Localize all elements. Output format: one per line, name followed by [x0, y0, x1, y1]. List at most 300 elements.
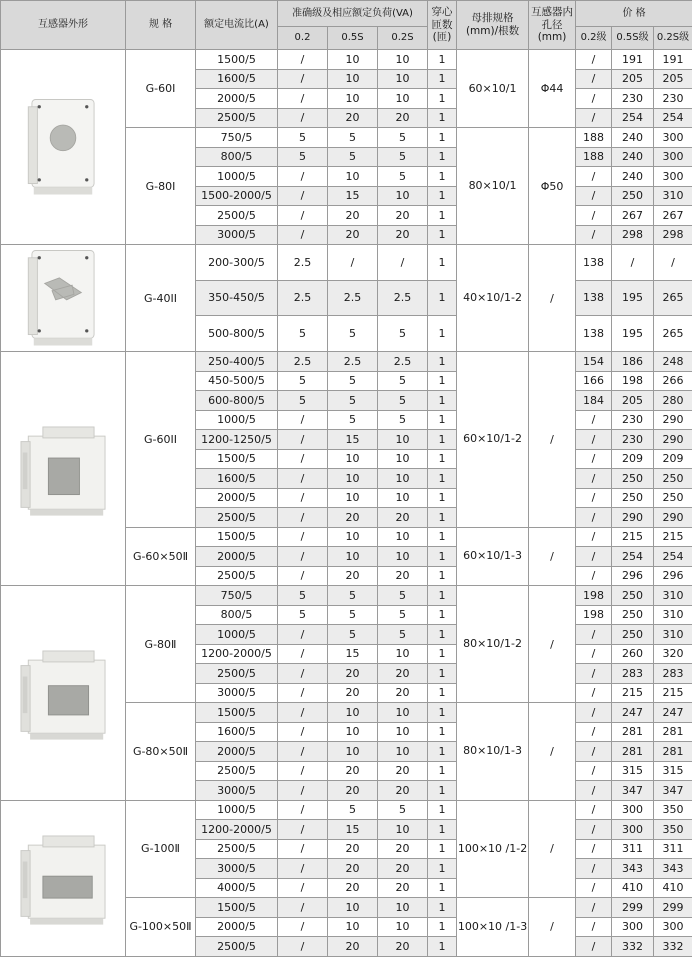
acc-05s-cell: 5 — [328, 371, 378, 391]
busbar-cell: 40×10/1-2 — [457, 245, 529, 352]
transformer-g60ii-image — [1, 352, 126, 586]
acc-05s-cell: 5 — [328, 410, 378, 430]
price-02-cell: 138 — [576, 280, 612, 316]
price-02s-cell: 281 — [654, 722, 692, 742]
acc-05s-cell: 20 — [328, 108, 378, 128]
price-02-cell: / — [576, 625, 612, 645]
acc-05s-cell: 10 — [328, 917, 378, 937]
price-05s-cell: 300 — [612, 917, 654, 937]
ratio-cell: 3000/5 — [196, 683, 278, 703]
acc-05s-cell: / — [328, 245, 378, 281]
price-05s-cell: 240 — [612, 128, 654, 148]
price-02-cell: / — [576, 410, 612, 430]
acc-02-cell: / — [278, 430, 328, 450]
ratio-cell: 2500/5 — [196, 839, 278, 859]
acc-02s-cell: 20 — [378, 566, 428, 586]
acc-02-cell: 5 — [278, 391, 328, 411]
acc-02s-cell: 5 — [378, 605, 428, 625]
header-price-02s: 0.2S级 — [654, 27, 692, 50]
acc-02-cell: / — [278, 898, 328, 918]
acc-02s-cell: 20 — [378, 508, 428, 528]
acc-05s-cell: 5 — [328, 605, 378, 625]
header-acc-02: 0.2 — [278, 27, 328, 50]
price-02s-cell: 247 — [654, 703, 692, 723]
acc-02-cell: / — [278, 761, 328, 781]
price-02s-cell: 283 — [654, 664, 692, 684]
price-05s-cell: 195 — [612, 280, 654, 316]
acc-02-cell: 5 — [278, 128, 328, 148]
model-cell: G-60I — [126, 50, 196, 128]
turns-cell: 1 — [428, 781, 457, 801]
price-02s-cell: 250 — [654, 488, 692, 508]
price-02s-cell: 254 — [654, 108, 692, 128]
busbar-cell: 80×10/1-2 — [457, 586, 529, 703]
hole-cell: / — [529, 586, 576, 703]
transformer-g80ii-drawing — [15, 640, 111, 746]
acc-02s-cell: 10 — [378, 527, 428, 547]
acc-02s-cell: 5 — [378, 128, 428, 148]
acc-02s-cell: 5 — [378, 410, 428, 430]
price-02s-cell: 310 — [654, 186, 692, 206]
ratio-cell: 1600/5 — [196, 69, 278, 89]
price-02s-cell: 347 — [654, 781, 692, 801]
hole-cell: / — [529, 527, 576, 586]
busbar-cell: 80×10/1 — [457, 128, 529, 245]
acc-02s-cell: 5 — [378, 800, 428, 820]
turns-cell: 1 — [428, 508, 457, 528]
turns-cell: 1 — [428, 469, 457, 489]
acc-05s-cell: 20 — [328, 206, 378, 226]
price-02-cell: / — [576, 108, 612, 128]
ratio-cell: 2500/5 — [196, 566, 278, 586]
ratio-cell: 2500/5 — [196, 108, 278, 128]
price-05s-cell: 209 — [612, 449, 654, 469]
price-02-cell: / — [576, 839, 612, 859]
price-05s-cell: 311 — [612, 839, 654, 859]
price-02s-cell: 315 — [654, 761, 692, 781]
price-05s-cell: 250 — [612, 625, 654, 645]
price-02s-cell: 254 — [654, 547, 692, 567]
acc-05s-cell: 15 — [328, 430, 378, 450]
price-02s-cell: 311 — [654, 839, 692, 859]
acc-02-cell: / — [278, 722, 328, 742]
ratio-cell: 1500/5 — [196, 527, 278, 547]
turns-cell: 1 — [428, 722, 457, 742]
turns-cell: 1 — [428, 547, 457, 567]
price-02-cell: / — [576, 508, 612, 528]
price-05s-cell: 198 — [612, 371, 654, 391]
turns-cell: 1 — [428, 878, 457, 898]
ratio-cell: 200-300/5 — [196, 245, 278, 281]
model-cell: G-60×50Ⅱ — [126, 527, 196, 586]
turns-cell: 1 — [428, 108, 457, 128]
ratio-cell: 2500/5 — [196, 664, 278, 684]
busbar-cell: 60×10/1 — [457, 50, 529, 128]
acc-05s-cell: 10 — [328, 69, 378, 89]
ratio-cell: 4000/5 — [196, 878, 278, 898]
turns-cell: 1 — [428, 50, 457, 70]
acc-02s-cell: 20 — [378, 937, 428, 957]
acc-02s-cell: 10 — [378, 430, 428, 450]
acc-02s-cell: 2.5 — [378, 280, 428, 316]
price-02s-cell: 267 — [654, 206, 692, 226]
acc-05s-cell: 2.5 — [328, 352, 378, 372]
turns-cell: 1 — [428, 206, 457, 226]
acc-02s-cell: 20 — [378, 206, 428, 226]
turns-cell: 1 — [428, 89, 457, 109]
acc-02-cell: / — [278, 800, 328, 820]
acc-05s-cell: 5 — [328, 391, 378, 411]
ratio-cell: 1000/5 — [196, 167, 278, 187]
price-02-cell: / — [576, 878, 612, 898]
turns-cell: 1 — [428, 245, 457, 281]
acc-05s-cell: 5 — [328, 316, 378, 352]
acc-02s-cell: 5 — [378, 167, 428, 187]
ratio-cell: 1500-2000/5 — [196, 186, 278, 206]
acc-02s-cell: 10 — [378, 703, 428, 723]
acc-02-cell: / — [278, 917, 328, 937]
price-02-cell: / — [576, 69, 612, 89]
price-02-cell: 138 — [576, 245, 612, 281]
acc-05s-cell: 5 — [328, 625, 378, 645]
acc-05s-cell: 20 — [328, 859, 378, 879]
price-02s-cell: 250 — [654, 469, 692, 489]
ratio-cell: 2500/5 — [196, 937, 278, 957]
price-05s-cell: 300 — [612, 820, 654, 840]
price-02-cell: / — [576, 742, 612, 762]
price-05s-cell: 240 — [612, 147, 654, 167]
acc-02s-cell: 20 — [378, 859, 428, 879]
price-05s-cell: 290 — [612, 508, 654, 528]
price-02s-cell: 266 — [654, 371, 692, 391]
acc-02s-cell: 5 — [378, 147, 428, 167]
ratio-cell: 1200-1250/5 — [196, 430, 278, 450]
turns-cell: 1 — [428, 391, 457, 411]
acc-05s-cell: 10 — [328, 547, 378, 567]
acc-02-cell: / — [278, 644, 328, 664]
acc-05s-cell: 20 — [328, 937, 378, 957]
price-02s-cell: 215 — [654, 683, 692, 703]
acc-02-cell: / — [278, 703, 328, 723]
price-05s-cell: 215 — [612, 683, 654, 703]
price-05s-cell: 296 — [612, 566, 654, 586]
price-02-cell: / — [576, 859, 612, 879]
transformer-g100ii-image — [1, 800, 126, 956]
price-02-cell: 188 — [576, 128, 612, 148]
price-05s-cell: 240 — [612, 167, 654, 187]
acc-02s-cell: 10 — [378, 742, 428, 762]
ratio-cell: 2500/5 — [196, 508, 278, 528]
acc-02-cell: 5 — [278, 147, 328, 167]
turns-cell: 1 — [428, 167, 457, 187]
price-02s-cell: 299 — [654, 898, 692, 918]
price-05s-cell: 281 — [612, 742, 654, 762]
price-02-cell: 154 — [576, 352, 612, 372]
price-02s-cell: 209 — [654, 449, 692, 469]
acc-02s-cell: 10 — [378, 547, 428, 567]
turns-cell: 1 — [428, 742, 457, 762]
transformer-g40ii-drawing — [15, 245, 111, 351]
acc-02-cell: / — [278, 839, 328, 859]
acc-02s-cell: 10 — [378, 644, 428, 664]
turns-cell: 1 — [428, 586, 457, 606]
acc-02-cell: / — [278, 625, 328, 645]
price-02s-cell: 280 — [654, 391, 692, 411]
hole-cell: / — [529, 703, 576, 801]
price-05s-cell: 410 — [612, 878, 654, 898]
ratio-cell: 1600/5 — [196, 722, 278, 742]
model-cell: G-80Ⅱ — [126, 586, 196, 703]
acc-02s-cell: 20 — [378, 761, 428, 781]
price-05s-cell: 254 — [612, 547, 654, 567]
turns-cell: 1 — [428, 566, 457, 586]
acc-02s-cell: 10 — [378, 917, 428, 937]
turns-cell: 1 — [428, 800, 457, 820]
ratio-cell: 1200-2000/5 — [196, 820, 278, 840]
price-02s-cell: 310 — [654, 625, 692, 645]
table-row — [1, 352, 692, 372]
turns-cell: 1 — [428, 937, 457, 957]
turns-cell: 1 — [428, 703, 457, 723]
ratio-cell: 800/5 — [196, 605, 278, 625]
ratio-cell: 3000/5 — [196, 225, 278, 245]
busbar-cell: 80×10/1-3 — [457, 703, 529, 801]
price-02s-cell: 350 — [654, 820, 692, 840]
header-acc-02s: 0.2S — [378, 27, 428, 50]
price-02s-cell: 248 — [654, 352, 692, 372]
price-05s-cell: 250 — [612, 186, 654, 206]
price-02-cell: / — [576, 89, 612, 109]
ratio-cell: 2000/5 — [196, 917, 278, 937]
price-02s-cell: 410 — [654, 878, 692, 898]
turns-cell: 1 — [428, 898, 457, 918]
header-ratio: 额定电流比(A) — [196, 1, 278, 50]
turns-cell: 1 — [428, 761, 457, 781]
acc-02s-cell: 20 — [378, 878, 428, 898]
price-05s-cell: 298 — [612, 225, 654, 245]
price-05s-cell: 347 — [612, 781, 654, 801]
price-02-cell: / — [576, 722, 612, 742]
price-02s-cell: 265 — [654, 316, 692, 352]
acc-05s-cell: 15 — [328, 644, 378, 664]
ratio-cell: 250-400/5 — [196, 352, 278, 372]
ratio-cell: 1000/5 — [196, 625, 278, 645]
acc-05s-cell: 20 — [328, 664, 378, 684]
acc-02s-cell: 10 — [378, 449, 428, 469]
turns-cell: 1 — [428, 147, 457, 167]
price-05s-cell: 283 — [612, 664, 654, 684]
price-02s-cell: 300 — [654, 167, 692, 187]
acc-02-cell: / — [278, 449, 328, 469]
acc-02s-cell: 2.5 — [378, 352, 428, 372]
turns-cell: 1 — [428, 488, 457, 508]
transformer-g80ii-image — [1, 586, 126, 801]
header-price-05s: 0.5S级 — [612, 27, 654, 50]
acc-05s-cell: 10 — [328, 167, 378, 187]
acc-02-cell: / — [278, 820, 328, 840]
acc-02s-cell: 20 — [378, 664, 428, 684]
turns-cell: 1 — [428, 820, 457, 840]
table-row — [1, 800, 692, 820]
price-05s-cell: 250 — [612, 469, 654, 489]
transformer-g100ii-drawing — [15, 825, 111, 931]
ratio-cell: 3000/5 — [196, 859, 278, 879]
price-05s-cell: 250 — [612, 586, 654, 606]
price-02s-cell: 281 — [654, 742, 692, 762]
acc-02-cell: / — [278, 108, 328, 128]
price-02-cell: / — [576, 800, 612, 820]
price-05s-cell: 230 — [612, 410, 654, 430]
hole-cell: / — [529, 800, 576, 898]
acc-02s-cell: 20 — [378, 225, 428, 245]
acc-02-cell: / — [278, 508, 328, 528]
turns-cell: 1 — [428, 371, 457, 391]
acc-05s-cell: 10 — [328, 742, 378, 762]
acc-05s-cell: 5 — [328, 147, 378, 167]
price-02-cell: / — [576, 644, 612, 664]
transformer-g40ii-image — [1, 245, 126, 352]
price-02-cell: / — [576, 761, 612, 781]
price-02s-cell: 300 — [654, 128, 692, 148]
acc-05s-cell: 20 — [328, 839, 378, 859]
turns-cell: 1 — [428, 352, 457, 372]
acc-02-cell: / — [278, 225, 328, 245]
price-05s-cell: / — [612, 245, 654, 281]
price-02s-cell: 290 — [654, 508, 692, 528]
table-body — [1, 50, 692, 957]
price-02-cell: / — [576, 664, 612, 684]
acc-05s-cell: 10 — [328, 722, 378, 742]
acc-02-cell: 5 — [278, 371, 328, 391]
price-05s-cell: 205 — [612, 391, 654, 411]
acc-05s-cell: 15 — [328, 186, 378, 206]
ratio-cell: 1000/5 — [196, 410, 278, 430]
acc-02s-cell: 10 — [378, 488, 428, 508]
turns-cell: 1 — [428, 69, 457, 89]
acc-02s-cell: 10 — [378, 50, 428, 70]
acc-02s-cell: 10 — [378, 898, 428, 918]
turns-cell: 1 — [428, 917, 457, 937]
price-02-cell: / — [576, 167, 612, 187]
table-row — [1, 586, 692, 606]
turns-cell: 1 — [428, 186, 457, 206]
acc-02-cell: / — [278, 547, 328, 567]
acc-05s-cell: 2.5 — [328, 280, 378, 316]
header-busbar: 母排规格(mm)/根数 — [457, 1, 529, 50]
acc-02-cell: / — [278, 167, 328, 187]
acc-02-cell: / — [278, 566, 328, 586]
acc-02s-cell: 10 — [378, 69, 428, 89]
busbar-cell: 60×10/1-2 — [457, 352, 529, 528]
acc-02s-cell: 20 — [378, 839, 428, 859]
price-05s-cell: 343 — [612, 859, 654, 879]
transformer-g60i-drawing — [15, 94, 111, 200]
price-02s-cell: 300 — [654, 147, 692, 167]
acc-02s-cell: 10 — [378, 820, 428, 840]
price-02-cell: / — [576, 527, 612, 547]
acc-02-cell: / — [278, 859, 328, 879]
turns-cell: 1 — [428, 625, 457, 645]
acc-02-cell: / — [278, 937, 328, 957]
acc-02-cell: / — [278, 878, 328, 898]
acc-02s-cell: 5 — [378, 625, 428, 645]
acc-05s-cell: 20 — [328, 781, 378, 801]
price-02s-cell: 310 — [654, 586, 692, 606]
acc-02s-cell: 10 — [378, 469, 428, 489]
acc-05s-cell: 10 — [328, 898, 378, 918]
header-hole: 互感器内孔径(mm) — [529, 1, 576, 50]
price-05s-cell: 281 — [612, 722, 654, 742]
header-image: 互感器外形 — [1, 1, 126, 50]
acc-02-cell: / — [278, 186, 328, 206]
acc-02-cell: / — [278, 664, 328, 684]
ratio-cell: 1200-2000/5 — [196, 644, 278, 664]
price-05s-cell: 191 — [612, 50, 654, 70]
price-02s-cell: 350 — [654, 800, 692, 820]
price-05s-cell: 299 — [612, 898, 654, 918]
price-05s-cell: 250 — [612, 605, 654, 625]
acc-05s-cell: 20 — [328, 683, 378, 703]
turns-cell: 1 — [428, 316, 457, 352]
acc-02-cell: / — [278, 781, 328, 801]
turns-cell: 1 — [428, 280, 457, 316]
price-02s-cell: 343 — [654, 859, 692, 879]
acc-05s-cell: 20 — [328, 878, 378, 898]
ratio-cell: 2000/5 — [196, 89, 278, 109]
ratio-cell: 2000/5 — [196, 742, 278, 762]
price-02s-cell: 296 — [654, 566, 692, 586]
price-05s-cell: 315 — [612, 761, 654, 781]
ratio-cell: 350-450/5 — [196, 280, 278, 316]
acc-02s-cell: 5 — [378, 316, 428, 352]
price-02s-cell: 265 — [654, 280, 692, 316]
price-02-cell: / — [576, 50, 612, 70]
turns-cell: 1 — [428, 644, 457, 664]
acc-02-cell: / — [278, 206, 328, 226]
price-05s-cell: 260 — [612, 644, 654, 664]
model-cell: G-40II — [126, 245, 196, 352]
turns-cell: 1 — [428, 410, 457, 430]
price-02s-cell: 320 — [654, 644, 692, 664]
price-02-cell: / — [576, 683, 612, 703]
price-02-cell: / — [576, 898, 612, 918]
header-price: 价 格 — [576, 1, 692, 27]
price-02-cell: / — [576, 547, 612, 567]
model-cell: G-100Ⅱ — [126, 800, 196, 898]
price-05s-cell: 267 — [612, 206, 654, 226]
price-02-cell: / — [576, 937, 612, 957]
ratio-cell: 450-500/5 — [196, 371, 278, 391]
acc-05s-cell: 10 — [328, 89, 378, 109]
ratio-cell: 1500/5 — [196, 703, 278, 723]
busbar-cell: 100×10 /1-2 — [457, 800, 529, 898]
hole-cell: / — [529, 245, 576, 352]
price-05s-cell: 247 — [612, 703, 654, 723]
acc-05s-cell: 20 — [328, 566, 378, 586]
acc-05s-cell: 20 — [328, 225, 378, 245]
turns-cell: 1 — [428, 225, 457, 245]
acc-02-cell: 2.5 — [278, 245, 328, 281]
price-02-cell: / — [576, 566, 612, 586]
turns-cell: 1 — [428, 527, 457, 547]
ratio-cell: 2000/5 — [196, 547, 278, 567]
turns-cell: 1 — [428, 664, 457, 684]
transformer-g60ii-drawing — [15, 416, 111, 522]
ratio-cell: 800/5 — [196, 147, 278, 167]
transformer-g60i-image — [1, 50, 126, 245]
price-02s-cell: 205 — [654, 69, 692, 89]
ratio-cell: 2000/5 — [196, 488, 278, 508]
